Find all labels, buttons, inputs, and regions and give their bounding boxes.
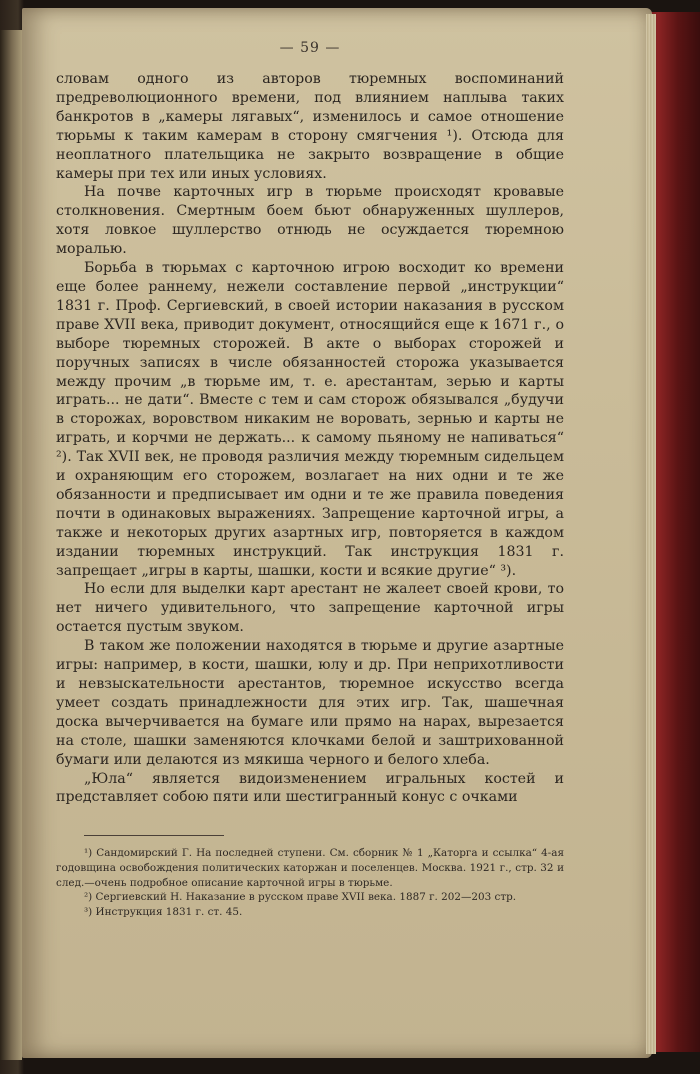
page-content — [56, 40, 564, 919]
paragraph: В таком же положении находятся в тюрьме и другие азартные игры: например, в кости, шашки, юлу и др. При неприхотливости и невзыскательности арестантов, тюремное искусство всегда умеет создать принадлежности для этих игр. Так, шашечная доска вычерчивается на бумаге или прямо на нарах, вырезается на столе, шашки заменяются клочками белой и заштрихованной бумаги или делаются из мякиша черного и белого хлеба. — [56, 638, 564, 768]
footnote: ³) Инструкция 1831 г. ст. 45. — [84, 905, 243, 918]
paragraph: На почве карточных игр в тюрьме происходят кровавые столкновения. Смертным боем бьют обнаруженных шуллеров, хотя ловкое шуллерство отнюдь не осуждается тюремною моралью. — [56, 184, 564, 258]
page-stack-edge — [646, 14, 656, 1054]
footnote: ²) Сергиевский Н. Наказание в русском праве XVII века. 1887 г. 202—203 стр. — [84, 891, 517, 904]
page-number: — 59 — — [279, 40, 341, 56]
paragraph: Но если для выделки карт арестант не жалеет своей крови, то нет ничего удивительного, что запрещение карточной игры остается пустым звуком. — [56, 581, 564, 636]
paragraph: „Юла“ является видоизменением игральных костей и представляет собою пяти или шестигранный конус с очками — [56, 770, 564, 806]
facing-page-edge — [0, 30, 22, 1060]
paragraph: словам одного из авторов тюремных воспоминаний предреволюционного времени, под влиянием наплыва таких банкротов в „камеры лягавых“, изменилось и самое отношение тюрьмы к таким камерам в сторону смягчения ¹). Отсюда для неоплатного плательщика не закрыто возвращение в общие камеры при тех или иных условиях. — [56, 71, 564, 182]
paragraph: Борьба в тюрьмах с карточною игрою восходит ко времени еще более раннему, нежели составление первой „инструкции“ 1831 г. Проф. Сергиевский, в своей истории наказания в русском праве XVII века, приводит документ, относящийся еще к 1671 г., о выборе тюремных сторожей. В акте о выборах сторожей и поручных записях в числе обязанностей сторожа указывается между прочим „в тюрьме им, т. е. арестантам, зерью и карты играть... не дати“. Вместе с тем и сам сторож обязывался „будучи в сторожах, воровством никаким не воровать, зернью и карты не играть, и корчми не держать... к самому пьяному не напиваться“ ²). Так XVII век, не проводя различия между тюремным сидельцем и охраняющим его сторожем, возлагает на них одни и те же обязанности и предписывает им одни и те же правила поведения почти в одинаковых выражениях. Запрещение карточной игры, а также и некоторых других азартных игр, повторяется в каждом издании тюремных инструкций. Так инструкция 1831 г. запрещает „игры в карты, шашки, кости и всякие другие“ ³). — [56, 260, 564, 579]
footnote-divider — [84, 835, 224, 836]
footnote: ¹) Сандомирский Г. На последней ступени. См. сборник № 1 „Каторга и ссылка“ 4-ая годовщина освобождения политических каторжан и поселенцев. Москва. 1921 г., стр. 32 и след.—очень подробное описание карточной игры в тюрьме. — [56, 847, 564, 889]
